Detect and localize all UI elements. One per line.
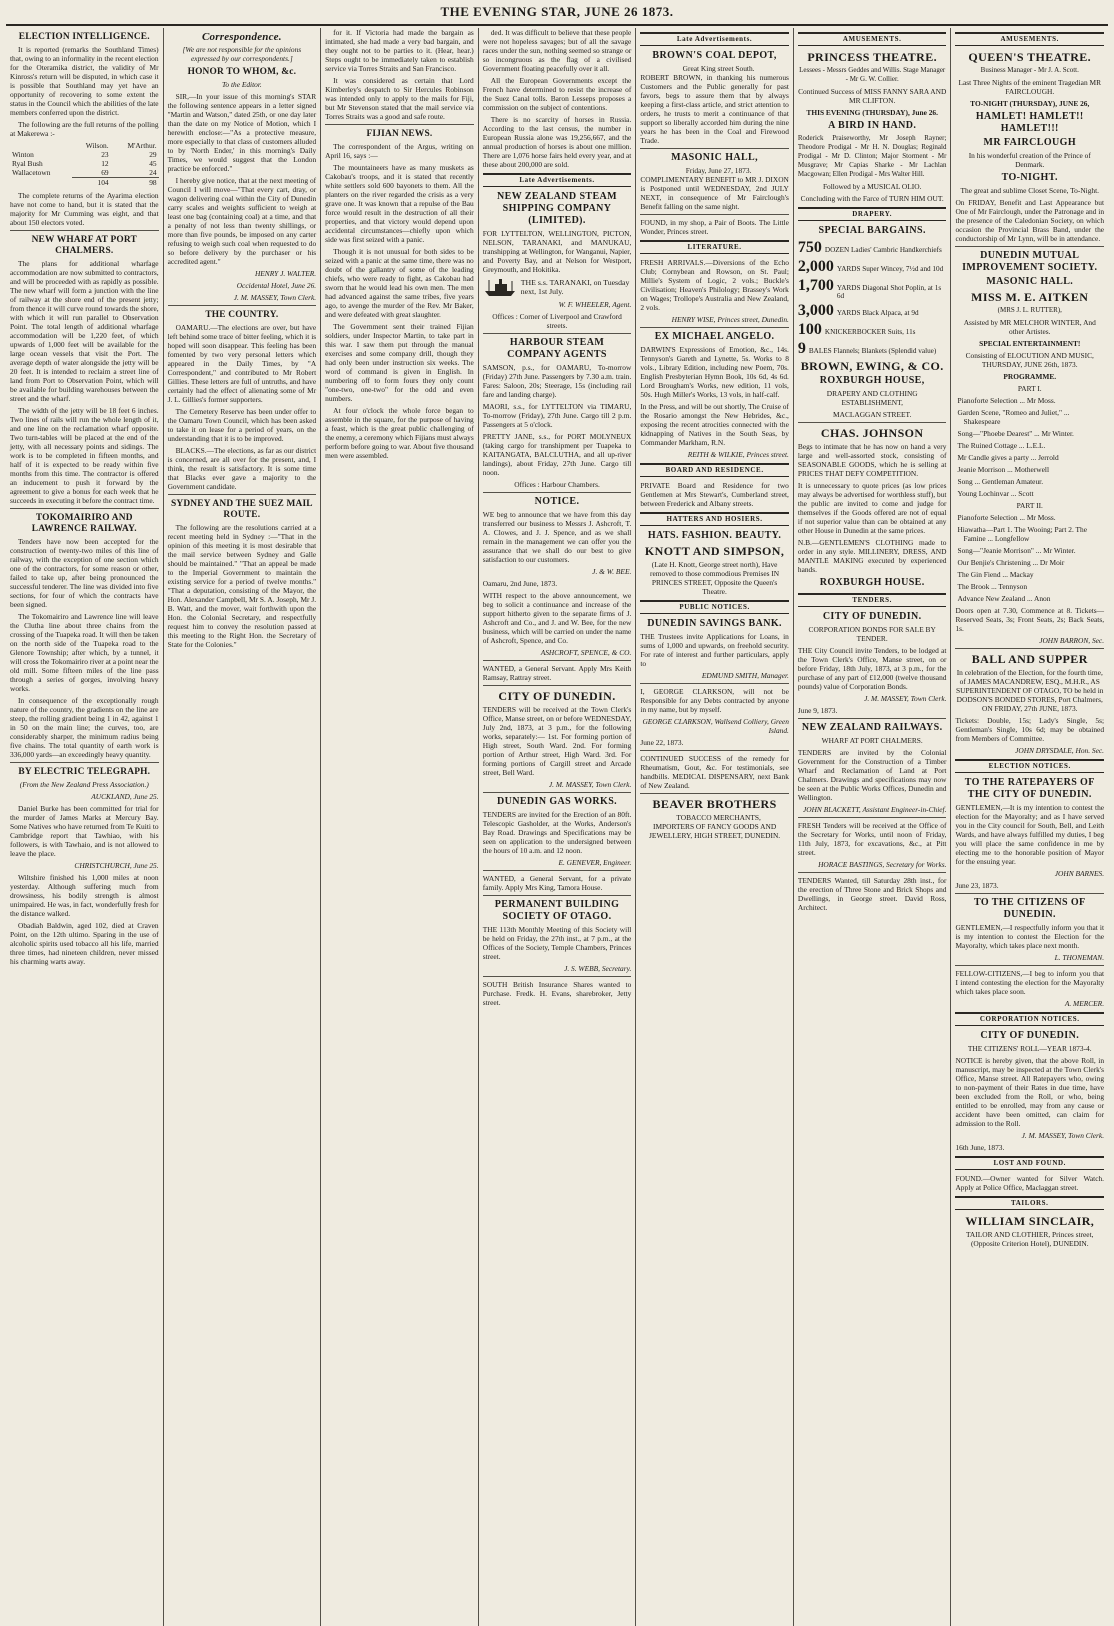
program-item: Garden Scene, "Romeo and Juliet," ... Shakespeare [957, 408, 1070, 426]
program-item: The Brook ... Tennyson [957, 582, 1028, 591]
ad-text: On FRIDAY, Benefit and Last Appearance but One of Mr Fairclough, under the Patronage and in the presence of the Caledonian Society, on which occasion the Provincial Brass Band, under the conductorship of Mr Lynn, will be in attendance. [955, 198, 1105, 243]
divider [168, 494, 317, 495]
divider [640, 214, 789, 215]
signature: J. M. MASSEY, Town Clerk. [548, 780, 632, 789]
divider [483, 333, 632, 334]
ad-text: IMPORTERS OF FANCY GOODS AND JEWELLERY, HIGH STREET, DUNEDIN. [649, 822, 781, 840]
price-quantity: 2,000 [797, 258, 834, 275]
price-line [798, 239, 947, 256]
newspaper-title: THE EVENING STAR, JUNE 26 1873. [440, 4, 674, 19]
section-band: CORPORATION NOTICES. [955, 1012, 1104, 1026]
ad-text: Consisting of ELOCUTION AND MUSIC, THURSDAY, JUNE 26th, 1873. [965, 351, 1094, 369]
table-cell: Ryal Bush [12, 159, 43, 168]
divider [640, 793, 789, 794]
ad-date: June 9, 1873. [797, 706, 838, 715]
ad-text: SPECIAL ENTERTAINMENT! [979, 339, 1081, 348]
section-band: ELECTION NOTICES. [955, 759, 1104, 773]
table-header-cell [10, 141, 72, 150]
table-cell: 24 [149, 168, 157, 177]
ad-title: CHAS. JOHNSON [820, 426, 924, 440]
ad-subtitle: THE CITIZENS' ROLL—YEAR 1873-4. [967, 1044, 1092, 1053]
section-band: LOST AND FOUND. [955, 1156, 1104, 1170]
price-quantity: 1,700 [797, 277, 834, 294]
column-5 [636, 28, 794, 1626]
ad-text: FELLOW-CITIZENS,—I beg to inform you that I intend contesting the election for the Mayoralty which takes place soon. [955, 969, 1105, 996]
divider [798, 872, 947, 873]
divider [483, 870, 632, 871]
program-part: PART I. [1017, 384, 1042, 393]
ad-text: WITH respect to the above announcement, we beg to solicit a continuance and increase of the support hitherto given to the separate firms of J. Ashcroft and Co., and J. and W. Bee, for the new business, which will be carried on under the name of Ashcroft, Spence, and Co. [482, 591, 632, 645]
table-cell: 45 [149, 159, 157, 168]
divider [955, 965, 1104, 966]
price-description: YARDS Black Alpaca, at 9d [836, 309, 919, 317]
ad-title: DUNEDIN MUTUAL IMPROVEMENT SOCIETY. [962, 250, 1098, 273]
ad-text: DARWIN'S Expressions of Emotion, &c., 14s. Tennyson's Gareth and Lynette, 5s. Works to 8 vols., Library Edition, including new Poem, 70s. English Presbyterian Hymn Book, 10s 6d, 4s 6d. Lord Brougham's Works, new edition, 11 vols, 50s. Hugh Miller's Works, 13 vols, in half-calf. [640, 345, 789, 399]
article-paragraph: The Government sent their trained Fijian soldiers, under Inspector Martin, to take part in this war. I saw them put through the manual exercises and some company drill, though they had only been under instruction six weeks. The word of command is given in English. In numbering off to form fours they only count "one-two, one-two" for the odd and even numbers. [325, 322, 474, 403]
article-paragraph: Though it is not unusual for both sides to be seized with a panic at the same time, there was no doubt of the gallantry of some of the leading chiefs, who were ready to fight, as Cakobau had sworn that he would lead his own men. The men had advanced against the same tribes, five years ago, to avenge the murder of the Rev. Mr Baker, and were defeated with great slaughter. [325, 247, 474, 319]
ad-title: BROWN'S COAL DEPOT, [652, 50, 777, 61]
section-band: BOARD AND RESIDENCE. [640, 463, 789, 477]
article-paragraph: The mountaineers have as many muskets as Cakobau's troops, and it is stated that recently white settlers sold 600 bayonets to them. All the planters on the river regarded the crisis as a very grave one. It was known that a repulse of the Bau force would result in the destruction of all their properties, and that victory would depend upon accidental circumstances—chiefly upon which side was first seized with a panic. [325, 163, 474, 244]
price-line [798, 258, 947, 275]
article-paragraph: SIR,—In your issue of this morning's STAR the following sentence appears in a letter signed "Martin and Watson," dated 25th, or one day later than the date on my Notice of Motion, which I herewith enclose:—"As a protective measure, more especially to that class of customers alluded to by 'North Ender,' in this morning's Daily Times, we would suggest that the London practice be enforced." [167, 92, 317, 173]
program-item: Jeanie Morrison ... Motherwell [957, 465, 1050, 474]
dateline: AUCKLAND, June 25. [91, 792, 159, 801]
article-paragraph: At four o'clock the whole force began to assemble in the square, for the purpose of having a feast, which is the great public challenging of the enemy, a ceremony which Fijians must always perform before going to war. About five thousand men were assembled. [325, 406, 474, 460]
divider [483, 660, 632, 661]
price-quantity: 100 [797, 321, 822, 338]
divider [955, 246, 1104, 247]
price-description: BALES Flannels; Blankets (Splendid value) [808, 347, 937, 355]
signature: J. S. WEBB, Secretary. [564, 964, 632, 973]
price-line [798, 340, 947, 357]
ad-text: Roderick Praiseworthy, Mr Joseph Rayner; Theodore Prodigal - Mr H. N. Douglas; Reginald Prodigal - Mr D. Clinton; Major Storment - Mr Musgrave; Mr Capias Sharke - Mr Lachlan Macgowan; Ellen Prodigal - Mrs Walter Hill. [797, 134, 947, 178]
ad-title: A BIRD IN HAND. [828, 120, 917, 131]
divider [640, 148, 789, 149]
signature: A. MERCER. [1064, 999, 1105, 1008]
signature: L. THONEMAN. [1054, 953, 1105, 962]
ad-address: Offices : Corner of Liverpool and Crawford streets. [492, 312, 622, 330]
ad-text: FRESH Tenders will be received at the Office of the Secretary for Works, until noon of Friday, 11th July, 1873, for excavations, &c., at Pitt street. [797, 821, 947, 857]
ad-title: PERMANENT BUILDING SOCIETY OF OTAGO. [494, 899, 620, 922]
column-4 [479, 28, 637, 1626]
program-item: Song ... Gentleman Amateur. [957, 477, 1044, 486]
table-header-cell: Wilson. [85, 141, 109, 150]
column-6 [794, 28, 952, 1626]
ad-text: THIS EVENING (THURSDAY), June 26. [806, 108, 938, 117]
ad-text: SOUTH British Insurance Shares wanted to Purchase. Fredk. H. Evans, sharebroker, Jetty street. [482, 980, 632, 1007]
ad-text: In the Press, and will be out shortly, The Cruise of the Rosario amongst the New Hebrides, &c., exposing the recent atrocities connected with the kidnapping of Natives in the South Seas, by Commander Markham, R.N. [640, 402, 789, 447]
ad-text: MACLAGGAN STREET. [833, 410, 912, 419]
steamship-icon [483, 277, 517, 297]
ad-text: PRETTY JANE, s.s., for PORT MOLYNEUX (taking cargo for transhipment per Tuapeka to KAITANGATA, BALCLUTHA, and all up-river landings), about Friday, 27th June. Cargo till noon. [482, 432, 632, 477]
column-3 [321, 28, 479, 1626]
ad-title: MASONIC HALL. [986, 276, 1074, 287]
article-heading: BY ELECTRIC TELEGRAPH. [18, 767, 151, 777]
ad-title: NEW ZEALAND STEAM SHIPPING COMPANY (LIMITED). [497, 191, 618, 226]
ad-address: Offices : Harbour Chambers. [514, 480, 600, 489]
article-paragraph: Daniel Burke has been committed for trial for the murder of James Marks at Mercury Bay. Some Natives who have returned from Te Kuiti to Cambridge report that Tawhiao, with his followers, is with Tawhaio, and is not allowed to leave the place. [10, 804, 159, 858]
ad-text: THE 113th Monthly Meeting of this Society will be held on Friday, the 27th inst., at 7 p.m., at the Offices of the Society, Temple Chambers, Princes street. [482, 925, 632, 961]
article-paragraph: It was considered as certain that Lord Kimberley's despatch to Sir Hercules Robinson was intended only to apply to the mails for Fiji, but Mr Stevenson stated that the mail service via Torres Straits was a good and safe route. [325, 76, 474, 121]
ad-title: WILLIAM SINCLAIR, [965, 1214, 1095, 1228]
table-row [10, 159, 159, 168]
table-cell: 23 [101, 150, 109, 159]
ad-title: ROXBURGH HOUSE, [819, 375, 925, 386]
signature: J. & W. BEE. [592, 567, 632, 576]
ad-title: NEW ZEALAND RAILWAYS. [801, 722, 943, 733]
article-paragraph: The Cemetery Reserve has been under offer to the Oamaru Town Council, which has been asked to take it on lease for a period of years, on the understanding that it is to be improved. [167, 407, 317, 443]
ad-title: BALL AND SUPPER [971, 652, 1088, 666]
price-quantity: 9 [797, 340, 806, 357]
ad-text: Lessees - Messrs Geddes and Willis. Stage Manager - Mr G. W. Collier. [799, 66, 946, 83]
ad-text: FRESH ARRIVALS.—Diversions of the Echo Club; Cornybean and Rowson, on St. Paul; Millie's System of Logic, 2 vols.; Buckle's Civilisation; Heaven's Philology; Brassey's Work on Wages; Trollope's Australia and New Zealand, 2 vols. [640, 258, 789, 312]
article-heading: FIJIAN NEWS. [366, 129, 433, 139]
ad-title: PRINCESS THEATRE. [807, 50, 938, 64]
article-paragraph: In consequence of the exceptionally rough nature of the country, the gradients on the line are steep, the rolling gradient being 1 in 42, against 1 in 50 on the main line; the curves, too, are considerably sharper, the minimum radius being five chains. The total quantity of earth work is 336,000 yards—an exceedingly heavy quantity. [10, 696, 159, 759]
program-item: The Ruined Cottage ... L.E.L. [957, 441, 1046, 450]
signature: E. GENEVER, Engineer. [558, 858, 632, 867]
section-band: PUBLIC NOTICES. [640, 600, 789, 614]
article-paragraph: The complete returns of the Ayarima election have not come to hand, but it is stated that the majority for Mr Cumming was eight, and that about 150 electors voted. [10, 191, 159, 227]
section-band: TENDERS. [798, 593, 947, 607]
ad-title: CITY OF DUNEDIN. [822, 611, 922, 622]
ad-text: N.B.—GENTLEMEN'S CLOTHING made to order in any style. MILLINERY, DRESS, AND MANTLE MAKING executed by experienced hands. [797, 538, 947, 574]
ad-text: (MRS J. L. RUTTER), [997, 306, 1062, 314]
divider [325, 124, 474, 125]
ad-text: PRIVATE Board and Residence for two Gentlemen at Mrs Stewart's, Cumberland street, between Frederick and Albany streets. [640, 481, 789, 508]
ad-text: TO-NIGHT (THURSDAY), JUNE 26, [970, 99, 1090, 108]
ad-text: Doors open at 7.30, Commence at 8. Tickets—Reserved Seats, 3s; Front Seats, 2s; Back Seats, 1s. [955, 606, 1105, 633]
price-description: KNICKERBOCKER Suits, 11s [824, 328, 916, 336]
article-paragraph: The plans for additional wharfage accommodation are now submitted to contractors, and will be proceeded with as rapidly as possible. The new wharf will form a junction with the line of railway at the shore end of the present jetty; from thence it will curve round towards the shore, with which it will run parallel to Observation Point. The total length of additional wharfage accommodation will be 1,220 feet, of which upwards of 1,000 feet will be available for the large ocean vessels that visit the Port. The average depth of water alongside the jetty will be 20 feet. It is intended to reclaim a street line of land from Port to Observation Point, which will be available for building warehouses between the street and the wharf. [10, 259, 159, 403]
ad-title: DUNEDIN SAVINGS BANK. [647, 618, 782, 629]
ad-text: THE City Council invite Tenders, to be lodged at the Town Clerk's Office, Manse street, on or before Friday, 18th July, 1873, at 3 p.m., for the purchase of any part of £12,000 (twelve thousand pounds) value of Corporation Bonds. [797, 646, 947, 691]
article-paragraph: The following are the resolutions carried at a recent meeting held in Sydney :—"That in the opinion of this meeting it is most desirable that the mail service between Sydney and Galle should be maintained." "That an appeal be made to the Imperial Government to maintain the existing service for a period of twelve months." "That a deputation, consisting of the Mayor, the Hon. Alexander Campbell, Mr S. A. Joseph, Mr J. B. Watt, and the mover, wait forthwith upon the Hon. the Colonial Secretary, and respectfully request him to convey the resolution passed at this meeting to the Right Hon. the Secretary of State for the Colonies." [167, 523, 317, 649]
ad-title: TO THE RATEPAYERS OF THE CITY OF DUNEDIN. [964, 777, 1095, 800]
ad-text: GENTLEMEN,—I respectfully inform you that it is my intention to contest the Election for the Mayoralty, which takes place next month. [955, 923, 1105, 950]
program-item: Our Benjie's Christening ... Dr Moir [957, 558, 1065, 567]
ad-title: HARBOUR STEAM COMPANY AGENTS [507, 337, 607, 360]
table-cell: 69 [101, 168, 109, 177]
section-heading: Correspondence. [202, 31, 282, 43]
article-paragraph: Obadiah Baldwin, aged 102, died at Craven Point, on the 12th ultimo. Sparing in the use of alcoholic spirits used tobacco all his life, married three times, had nineteen children, never missed his charming warts away. [10, 921, 159, 966]
ad-title: KNOTT AND SIMPSON, [644, 544, 785, 558]
section-band: DRAPERY. [798, 207, 947, 221]
ad-title: TO THE CITIZENS OF DUNEDIN. [973, 897, 1086, 920]
price-quantity: 750 [797, 239, 822, 256]
program-item: Pianoforte Selection ... Mr Moss. [957, 513, 1056, 522]
ad-text: Last Three Nights of the eminent Tragedian MR FAIRCLOUGH. [958, 78, 1102, 96]
table-cell: 98 [111, 178, 159, 188]
agent-name: W. F. WHEELER, Agent. [558, 300, 632, 309]
article-paragraph: BLACKS.—The elections, as far as our district is concerned, are all over for the present, and, I think, the result is satisfactory. It is some time that Blacks ever gave a majority to the Government candidate. [167, 446, 317, 491]
ad-title: MISS M. E. AITKEN [971, 290, 1089, 304]
price-description: YARDS Diagonal Shot Poplin, at 1s 6d [836, 284, 942, 300]
section-band: LITERATURE. [640, 240, 789, 254]
ad-subtitle: WHARF AT PORT CHALMERS. [821, 736, 923, 745]
article-paragraph: There is no scarcity of horses in Russia. According to the last census, the number in European Russia alone was 19,256,667, and the annual production of horses is about one million. There are 1,076 horse fairs held every year, and at these about 200,000 are sold. [482, 115, 632, 169]
signature-address: Occidental Hotel, June 26. [236, 281, 317, 290]
ad-title: DUNEDIN GAS WORKS. [496, 796, 618, 807]
column-2 [164, 28, 322, 1626]
price-line [798, 321, 947, 338]
ad-text: TAILOR AND CLOTHIER, Princes street, (Opposite Criterion Hotel), DUNEDIN. [966, 1230, 1094, 1248]
signature: HORACE BASTINGS, Secretary for Works. [818, 860, 947, 869]
program-item: Mr Candle gives a party ... Jerrold [957, 453, 1059, 462]
article-paragraph: ded. It was difficult to believe that these people were not hopeless savages; but of all the savage races under the sun, nothing seemed so strange or so incongruous as the flag of a civilised Government floating peacefully over it all. [482, 28, 632, 73]
section-band: AMUSEMENTS. [798, 32, 947, 46]
ad-title: HAMLET! HAMLET!! HAMLET!!! [975, 111, 1084, 134]
table-totals-row [10, 178, 159, 188]
ad-text: TENDERS Wanted, till Saturday 28th inst., for the erection of Three Stone and Brick Shops and Dwellings, in George street. David Ross, Architect. [797, 876, 947, 912]
signature: JOHN DRYSDALE, Hon. Sec. [1015, 746, 1105, 755]
ad-subtitle: TOBACCO MERCHANTS, [676, 813, 761, 822]
dateline: CHRISTCHURCH, June 25. [74, 861, 159, 870]
section-band: Late Advertisements. [640, 32, 789, 46]
program-item: Pianoforte Selection ... Mr Moss. [957, 396, 1056, 405]
ad-text: FOUND, in my shop, a Pair of Boots. The Little Wonder, Princes street. [640, 218, 789, 236]
ad-title: BROWN, EWING, & CO. [800, 359, 944, 373]
ad-text: Business Manager - Mr J. A. Scott. [980, 66, 1079, 74]
table-header-row [10, 141, 159, 150]
column-7 [951, 28, 1108, 1626]
divider [10, 508, 159, 509]
ad-title: MASONIC HALL, [671, 152, 759, 163]
program-item: Song—"Phoebe Dearest" ... Mr Winter. [957, 429, 1074, 438]
price-description: DOZEN Ladies' Cambric Handkerchiefs [824, 246, 942, 254]
table-row [10, 168, 159, 178]
article-heading: ELECTION INTELLIGENCE. [18, 32, 150, 42]
article-heading: NEW WHARF AT PORT CHALMERS. [31, 235, 137, 256]
article-heading: SYDNEY AND THE SUEZ MAIL ROUTE. [170, 499, 313, 520]
table-cell: 104 [72, 178, 111, 188]
columns [6, 28, 1108, 1626]
divider [640, 750, 789, 751]
article-paragraph: Wiltshire finished his 1,000 miles at noon yesterday. Although suffering much from drowsiness, his bodily strength is almost unimpaired. He was, in fact, wonderfully fresh for the distance walked. [10, 873, 159, 918]
divider [483, 895, 632, 896]
ad-title: BEAVER BROTHERS [652, 797, 777, 811]
divider [640, 327, 789, 328]
ad-text: (Late H. Knott, George street north), Have removed to those commodious Premises IN PRINCES STREET, Opposite the Queen's Theatre. [650, 560, 780, 596]
election-results-table [10, 141, 159, 187]
article-paragraph: The correspondent of the Argus, writing on April 16, says :— [325, 142, 474, 160]
ad-text: TENDERS will be received at the Town Clerk's Office, Manse street, on or before WEDNESDAY, July 2nd, 1873, at 3 p.m., for the following works, separately:— 1st. For forming portion of High street, South Ward. 2nd. For forming portion of Arthur street, High Ward. 3rd. For forming portions of Cargill street and Arcade street, Bell Ward. [482, 705, 632, 777]
program-part: PART II. [1016, 501, 1043, 510]
signature: J. M. MASSEY, Town Clerk. [1021, 1131, 1105, 1140]
ad-title: TO-NIGHT. [1001, 172, 1058, 183]
section-band: AMUSEMENTS. [955, 32, 1104, 46]
steamship-ad [483, 277, 632, 297]
divider [10, 230, 159, 231]
article-heading: HONOR TO WHOM, &c. [187, 67, 297, 77]
ad-date: June 22, 1873. [640, 738, 684, 747]
ad-text: WE beg to announce that we have from this day transferred our business to Messrs J. Ashcroft, T. A. Clowes, and J. J. Spence, and as we shall remain in the management we can offer you the assurance that we shall do our best to give satisfaction to our customers. [482, 510, 632, 564]
program-item: Advance New Zealand ... Anon [957, 594, 1051, 603]
ad-text: NOTICE is hereby given, that the above Roll, in manuscript, may be inspected at the Town Clerk's Office, Manse street. All Ratepayers who, owing to non-payment of their Rates in due time, have been excluded from the Roll, or who, being entitled to be enrolled, may from any cause or accident have been omitted, can claim for admission to the Roll. [955, 1056, 1105, 1128]
ad-date: Oamaru, 2nd June, 1873. [482, 579, 558, 588]
section-band: TAILORS. [955, 1196, 1104, 1210]
ad-text: TENDERS are invited by the Colonial Government for the Construction of a Timber Wharf and Reclamation of Land at Port Chalmers. Drawings and specifications may now be seen at the Public Works Offices, Dunedin and Wellington. [797, 748, 947, 802]
divider [955, 893, 1104, 894]
signature: J. M. MASSEY, Town Clerk. [864, 694, 947, 703]
ad-title: NOTICE. [534, 496, 580, 507]
article-paragraph: Tenders have now been accepted for the construction of twenty-two miles of this line of railway, with the exception of one section which one of the contractors, for some reason or other, failed to take up, after being pronounced the successful tenderer. The line was divided into five sections, for four of which the contracts have been signed. [10, 537, 159, 609]
salutation: To the Editor. [221, 80, 262, 89]
signature: JOHN BARNES. [1054, 869, 1105, 878]
divider [10, 762, 159, 763]
price-line [798, 277, 947, 300]
divider [483, 976, 632, 977]
ad-text: THE Trustees invite Applications for Loans, in sums of 1,000 and upwards, on freehold security. For rate of interest and further particulars, apply to [640, 632, 789, 668]
article-paragraph: The width of the jetty will be 18 feet 6 inches. Two lines of rails will run the whole length of it, and one line on the reclamation wharf opposite. Two turn-tables will be placed at the end of the jetty, with all necessary points and sidings. The work is to be completed in fifteen months, and half of it is expected to be ready within five months from this time. The contractor is offered an inducement to push it forward by the agreement to give a bonus for each week that he succeeds in executing it before the contract time. [10, 406, 159, 505]
ad-text: DRAPERY AND CLOTHING ESTABLISHMENT, [826, 389, 918, 407]
ad-title: CITY OF DUNEDIN. [980, 1030, 1080, 1041]
ad-text: In his wonderful creation of the Prince of Denmark. [968, 151, 1091, 169]
signature: HENRY J. WALTER. [254, 269, 317, 278]
ad-subtitle: CORPORATION BONDS FOR SALE BY TENDER. [808, 625, 936, 643]
divider [168, 305, 317, 306]
article-paragraph: The Tokomairiro and Lawrence line will leave the Clutha line about three chains from the crossing of the Tuapeka road. It will then be taken on the north side of the Tuapeka road to the Glenore Township; after which, by a tunnel, it will cross the Tokomairiro river at a point near the old mill. Some fifteen miles of the line pass through a series of gorges, involving heavy works. [10, 612, 159, 693]
section-band: HATTERS AND HOSIERS. [640, 512, 789, 526]
ad-text: Continued Success of MISS FANNY SARA AND MR CLIFTON. [798, 87, 947, 105]
signature: J. M. MASSEY, Town Clerk. [233, 293, 317, 302]
column-1 [6, 28, 164, 1626]
program-item: Hiawatha—Part 1. The Wooing; Part 2. The Famine ... Longfellow [957, 525, 1088, 543]
price-line [798, 302, 947, 319]
table-row [10, 150, 159, 159]
signature: JOHN BARRON, Sec. [1039, 636, 1105, 645]
ad-date: June 23, 1873. [955, 881, 999, 890]
ad-text: FOUND.—Owner wanted for Silver Watch. Apply at Police Office, Maclaggan street. [955, 1174, 1105, 1192]
editor-note: [We are not responsible for the opinions expressed by our correspondents.] [182, 45, 302, 63]
article-paragraph: It is reported (remarks the Southland Times) that, owing to an informality in the recent election for the Oteramika district, the validity of Mr Kinross's return will be disputed, in which case it is possible that Southland may yet have an opportunity of recovering to some extent the status in the Council which the abilities of the late members conferred upon the district. [10, 45, 159, 117]
program-item: Song—"Jeanie Morrison" ... Mr Winter. [957, 546, 1076, 555]
ad-text: FOR LYTTELTON, WELLINGTON, PICTON, NELSON, TARANAKI, and MANUKAU, transhipping at Wellington, for Wanganui, Napier, and Poverty Bay, and at Nelson for Westport, Greymouth, and Hokitika. [482, 229, 632, 274]
ad-subtitle: Friday, June 27, 1873. [685, 166, 752, 175]
ad-title: ROXBURGH HOUSE. [819, 577, 925, 588]
table-header-cell: M'Arthur. [127, 141, 157, 150]
price-quantity: 3,000 [797, 302, 834, 319]
ad-title: SPECIAL BARGAINS. [818, 225, 926, 236]
article-paragraph: The following are the full returns of the polling at Makerewa :- [10, 120, 159, 138]
ad-text: Assisted by MR MELCHOR WINTER, And other Artistes. [963, 318, 1096, 336]
ad-text: TENDERS are invited for the Erection of an 80ft. Telescopic Gasholder, at the Works, Anderson's Bay Road. Drawings and Specifications may be seen on application to the undersigned between the hours of 10 a.m. and 12 noon. [482, 810, 632, 855]
table-cell: 12 [101, 159, 109, 168]
signature: GEORGE CLARKSON, Wallsend Colliery, Green Island. [642, 717, 789, 735]
ad-text: THE s.s. TARANAKI, on Tuesday next, 1st July. [520, 278, 630, 296]
ad-text: GENTLEMEN,—It is my intention to contest the election for the Mayoralty; and as I have served you in the City council for South, Bell, and Leith Wards, and have always fulfilled my duties, I beg you will place the same confidence in me by electing me to the honorable position of Mayor for the ensuing year. [955, 803, 1105, 866]
divider [798, 718, 947, 719]
ad-title: MR FAIRCLOUGH [983, 137, 1077, 148]
ad-text: COMPLIMENTARY BENEFIT to MR J. DIXON is Postponed until WEDNESDAY, 2nd JULY NEXT, in consequence of Mr Fairclough's Benefit falling on the same night. [640, 175, 789, 211]
table-cell: Winton [12, 150, 34, 159]
ad-text: SAMSON, p.s., for OAMARU, To-morrow (Friday) 27th June. Passengers by 7.30 a.m. train. Fares: Saloon, 20s; Steerage, 15s (including rail fare and landing charge). [482, 363, 632, 399]
ad-text: Followed by a MUSICAL OLIO. [822, 182, 922, 191]
ad-text: WANTED, a General Servant. Apply Mrs Keith Ramsay, Rattray street. [482, 664, 632, 682]
divider [483, 792, 632, 793]
program-item: The Gin Fiend ... Mackay [957, 570, 1034, 579]
ad-subtitle: Great King street South. [682, 64, 755, 73]
ad-date: 16th June, 1873. [955, 1143, 1005, 1152]
ad-text: It is unnecessary to quote prices (as low prices may always be advertised for worthless stuff), but the public are invited to come and judge for themselves if the Goods offered are not of equal if not superior value than can be obtained at any other House in Dunedin at the same prices. [797, 481, 947, 535]
ad-title: HATS. FASHION. BEAUTY. [647, 530, 782, 541]
article-paragraph: OAMARU.—The elections are over, but have left behind some trace of bitter feeling, which it is hoped will soon disappear. This feeling has been fomented by two very personal letters which appeared in the Daily Times, by "A Correspondent," and contributed to Mr Robert Gillies. These letters are full of untruths, and have certainly had the effect of alienating some of Mr J. L. Gillies's former supporters. [167, 323, 317, 404]
signature: EDMUND SMITH, Manager. [701, 671, 789, 680]
divider [483, 492, 632, 493]
ad-text: Tickets: Double, 15s; Lady's Single, 5s; Gentleman's Single, 10s 6d; may be obtained from Members of Committee. [955, 716, 1105, 743]
divider [483, 685, 632, 686]
ad-text: The great and sublime Closet Scene, To-Night. [960, 186, 1100, 195]
article-paragraph: All the European Governments except the French have determined to resist the increase of the Suez Canal tolls. Baron Lesseps proposes a commission on the subject of contentions. [482, 76, 632, 112]
divider [955, 648, 1104, 649]
article-heading: TOKOMAIRIRO AND LAWRENCE RAILWAY. [31, 513, 137, 534]
signature: ASHCROFT, SPENCE, & CO. [540, 648, 632, 657]
signature: JOHN BLACKETT, Assistant Engineer-in-Chief. [802, 805, 947, 814]
signature: HENRY WISE, Princes street, Dunedin. [671, 315, 789, 324]
ad-text: In celebration of the Election, for the fourth time, of JAMES MACANDREW, ESQ., M.H.R., AS SUPERINTENDENT OF OTAGO, TO be held in DODSON'S BONDED STORES, Port Chalmers, ON FRIDAY, 27th JUNE, 1873. [956, 668, 1104, 713]
masthead [6, 0, 1108, 26]
divider [798, 422, 947, 423]
ad-text: WANTED, a General Servant, for a private family. Apply Mrs King, Tamora House. [482, 874, 632, 892]
ad-text: PROGRAMME. [1003, 372, 1057, 381]
table-cell: 29 [149, 150, 157, 159]
divider [640, 683, 789, 684]
signature: REITH & WILKIE, Princes street. [687, 450, 789, 459]
article-note: (From the New Zealand Press Association.) [19, 780, 149, 789]
ad-text: Begs to intimate that he has now on hand a very large and well-assorted stock, consisting of SEASONABLE GOODS, which he is selling at PRICES THAT DEFY COMPETITION. [797, 442, 947, 478]
ad-text: ROBERT BROWN, in thanking his numerous Customers and the Public generally for past favors, begs to assure them that by always keeping a first-class article, and strict attention to orders, he trusts to merit a continuance of that support so liberally accorded him during the nine years he has been in the Coal and Firewood Trade. [640, 73, 789, 145]
ad-text: MAORI, s.s., for LYTTELTON via TIMARU, To-morrow (Friday), 27th June. Cargo till 2 p.m. Passengers at 5 o'clock. [482, 402, 632, 429]
ad-title: EX MICHAEL ANGELO. [654, 331, 775, 342]
price-description: YARDS Super Wincey, 7½d and 10d [836, 265, 944, 273]
section-band: Late Advertisements. [483, 173, 632, 187]
article-heading: THE COUNTRY. [205, 310, 279, 320]
article-paragraph: I hereby give notice, that at the next meeting of Council I will move—"That every cart, dray, or wagon delivering coal within the City of Dunedin carry scales and weights sufficient to weigh at least one bag (containing coal) at a time, and that a penalty of not less than twenty shillings, or more than five pounds, be imposed on any carter refusing to weigh such coal when requested to do so before delivery by the purchaser or his accredited agent." [167, 176, 317, 266]
program-item: Young Lochinvar ... Scott [957, 489, 1034, 498]
table-cell: Wallacetown [12, 168, 51, 178]
ad-title: QUEEN'S THEATRE. [968, 50, 1092, 64]
article-paragraph: for it. If Victoria had made the bargain as intimated, she had made a very bad bargain, and they ought not to be parties to it. (Hear, hear.) Steps ought to be immediately taken to establish service via Torres Straits and San Francisco. [325, 28, 474, 73]
divider [798, 817, 947, 818]
ad-title: CITY OF DUNEDIN. [498, 689, 616, 703]
ad-text: Concluding with the Farce of TURN HIM OUT. [800, 194, 944, 203]
ad-text: I, GEORGE CLARKSON, will not be Responsible for any Debts contracted by anyone in my name, but by myself. [640, 687, 789, 714]
ad-text: CONTINUED SUCCESS of the remedy for Rheumatism, Gout, &c. For testimonials, see handbills. MEDICAL DISPENSARY, next Bank of New Zealand. [640, 754, 789, 790]
